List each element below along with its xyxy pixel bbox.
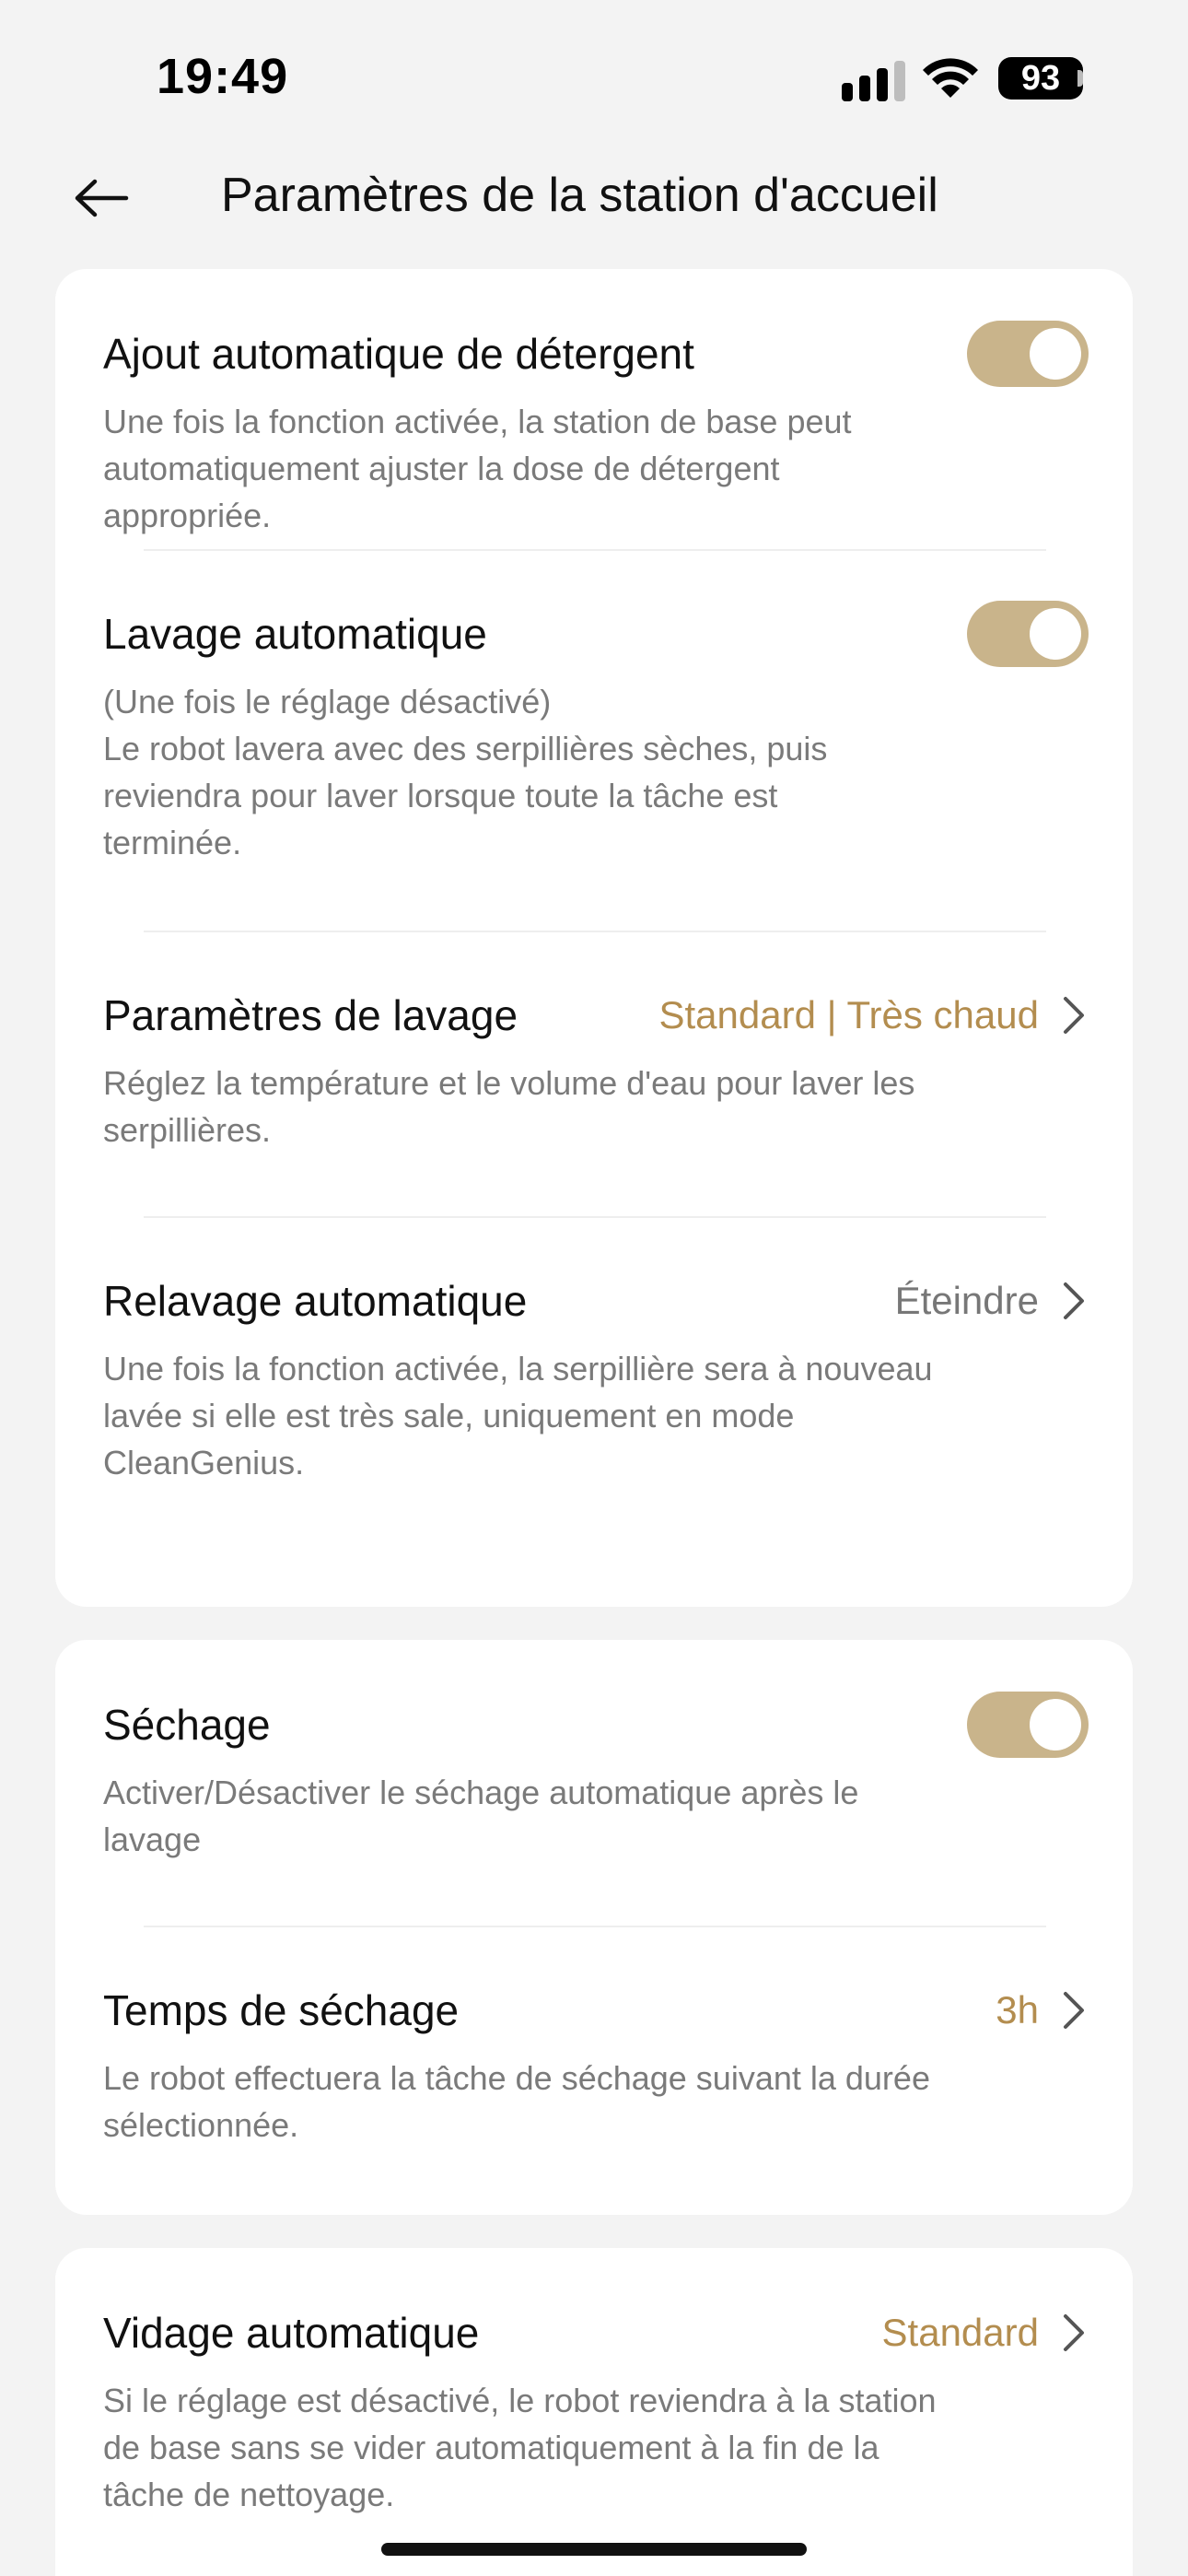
card-emptying-settings — [55, 2248, 1133, 2576]
drying-time-value: 3h — [996, 1988, 1039, 2032]
chevron-right-icon — [1057, 988, 1090, 1043]
setting-title: Paramètres de lavage — [103, 991, 518, 1039]
setting-auto-rewash[interactable] — [55, 1218, 1133, 1555]
setting-description: Réglez la température et le volume d'eau pour laver les serpillières. — [103, 1064, 915, 1149]
auto-empty-value: Standard — [881, 2311, 1039, 2354]
auto-rewash-value: Éteindre — [894, 1279, 1039, 1322]
setting-title: Temps de séchage — [103, 1986, 460, 2034]
wash-settings-value: Standard | Très chaud — [658, 993, 1039, 1036]
status-bar — [0, 0, 1188, 138]
setting-title: Lavage automatique — [103, 610, 487, 658]
setting-description: Si le réglage est désactivé, le robot reviendra à la station de base sans se vider automatiquement à la fin de la tâche de nettoyage. — [103, 2382, 937, 2513]
wifi-icon — [921, 55, 980, 100]
toggle-knob — [1030, 328, 1081, 380]
setting-drying — [55, 1640, 1133, 1926]
auto-detergent-toggle[interactable] — [967, 321, 1089, 387]
drying-toggle[interactable] — [967, 1692, 1089, 1758]
chevron-right-icon — [1057, 1983, 1090, 2038]
chevron-right-icon — [1057, 2305, 1090, 2360]
setting-description: (Une fois le réglage désactivé) Le robot lavera avec des serpillières sèches, puis reviendra pour laver lorsque toute la tâche est terminée. — [103, 683, 828, 861]
cellular-signal-icon — [842, 61, 906, 101]
auto-wash-toggle[interactable] — [967, 601, 1089, 667]
setting-auto-wash — [55, 551, 1133, 931]
battery-level: 93 — [998, 57, 1083, 100]
setting-title: Vidage automatique — [103, 2309, 480, 2357]
setting-description: Le robot effectuera la tâche de séchage suivant la durée sélectionnée. — [103, 2059, 930, 2144]
setting-auto-detergent — [55, 269, 1133, 549]
card-wash-settings — [55, 269, 1133, 1607]
setting-description: Une fois la fonction activée, la station de base peut automatiquement ajuster la dose de détergent appropriée. — [103, 403, 852, 534]
setting-title: Relavage automatique — [103, 1277, 528, 1325]
setting-description: Activer/Désactiver le séchage automatique après le lavage — [103, 1774, 859, 1858]
setting-description: Une fois la fonction activée, la serpillière sera à nouveau lavée si elle est très sale, uniquement en mode CleanGenius. — [103, 1350, 933, 1481]
back-arrow-icon — [73, 177, 130, 219]
toggle-knob — [1030, 608, 1081, 660]
back-button[interactable] — [64, 166, 138, 230]
card-drying-settings — [55, 1640, 1133, 2215]
toggle-knob — [1030, 1699, 1081, 1751]
setting-wash-parameters[interactable] — [55, 932, 1133, 1216]
header — [0, 138, 1188, 258]
setting-title: Séchage — [103, 1701, 271, 1749]
battery-icon — [1077, 70, 1083, 87]
setting-auto-empty[interactable] — [55, 2248, 1133, 2518]
setting-drying-time[interactable] — [55, 1927, 1133, 2215]
chevron-right-icon — [1057, 1273, 1090, 1329]
setting-title: Ajout automatique de détergent — [103, 330, 694, 378]
home-indicator[interactable] — [381, 2543, 807, 2556]
page-title: Paramètres de la station d'accueil — [221, 169, 938, 222]
status-time: 19:49 — [157, 49, 289, 104]
